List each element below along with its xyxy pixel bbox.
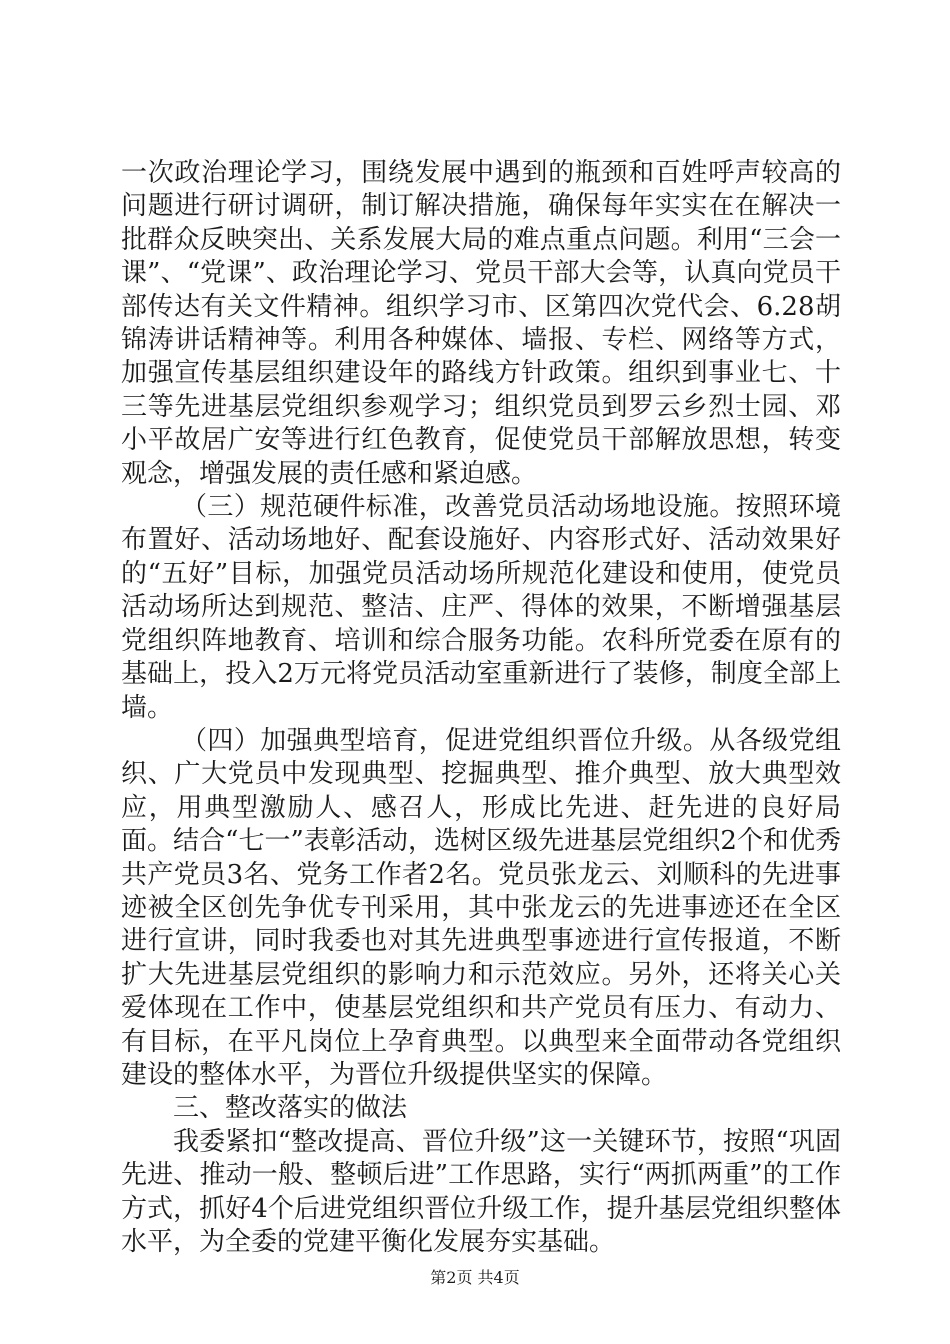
paragraph-section-three: （三）规范硬件标准，改善党员活动场地设施。按照环境布置好、活动场地好、配套设施好、内容形式好、活动效果好的“五好”目标，加强党员活动场所规范化建设和使用，使党员活动场所达到规范、整洁、庄严、得体的效果，不断增强基层党组织阵地教育、培训和综合服务功能。农科所党委在原有的基础上，投入2万元将党员活动室重新进行了装修，制度全部上墙。 bbox=[121, 492, 841, 723]
document-body bbox=[121, 157, 841, 1259]
paragraph-section-four: （四）加强典型培育，促进党组织晋位升级。从各级党组织、广大党员中发现典型、挖掘典型、推介典型、放大典型效应，用典型激励人、感召人，形成比先进、赶先进的良好局面。结合“七一”表彰活动，选树区级先进基层党组织2个和优秀共产党员3名、党务工作者2名。党员张龙云、刘顺科的先进事迹被全区创先争优专刊采用，其中张龙云的先进事迹还在全区进行宣讲，同时我委也对其先进典型事迹进行宣传报道，不断扩大先进基层党组织的影响力和示范效应。另外，还将关心关爱体现在工作中，使基层党组织和共产党员有压力、有动力、有目标，在平凡岗位上孕育典型。以典型来全面带动各党组织建设的整体水平，为晋位升级提供坚实的保障。 bbox=[121, 725, 841, 1090]
page-number-footer: 第2页 共4页 bbox=[430, 1268, 520, 1287]
paragraph-continued: 一次政治理论学习，围绕发展中遇到的瓶颈和百姓呼声较高的问题进行研讨调研，制订解决措施，确保每年实实在在解决一批群众反映突出、关系发展大局的难点重点问题。利用“三会一课”、“党课”、政治理论学习、党员干部大会等，认真向党员干部传达有关文件精神。组织学习市、区第四次党代会、6.28胡锦涛讲话精神等。利用各种媒体、墙报、专栏、网络等方式，加强宣传基层组织建设年的路线方针政策。组织到事业七、十三等先进基层党组织参观学习；组织党员到罗云乡烈士园、邓小平故居广安等进行红色教育，促使党员干部解放思想，转变观念，增强发展的责任感和紧迫感。 bbox=[121, 158, 841, 489]
paragraph-rectification: 我委紧扣“整改提高、晋位升级”这一关键环节，按照“巩固先进、推动一般、整顿后进”工作思路，实行“两抓两重”的工作方式，抓好4个后进党组织晋位升级工作，提升基层党组织整体水平，为全委的党建平衡化发展夯实基础。 bbox=[121, 1126, 841, 1257]
section-heading: 三、整改落实的做法 bbox=[173, 1093, 408, 1124]
